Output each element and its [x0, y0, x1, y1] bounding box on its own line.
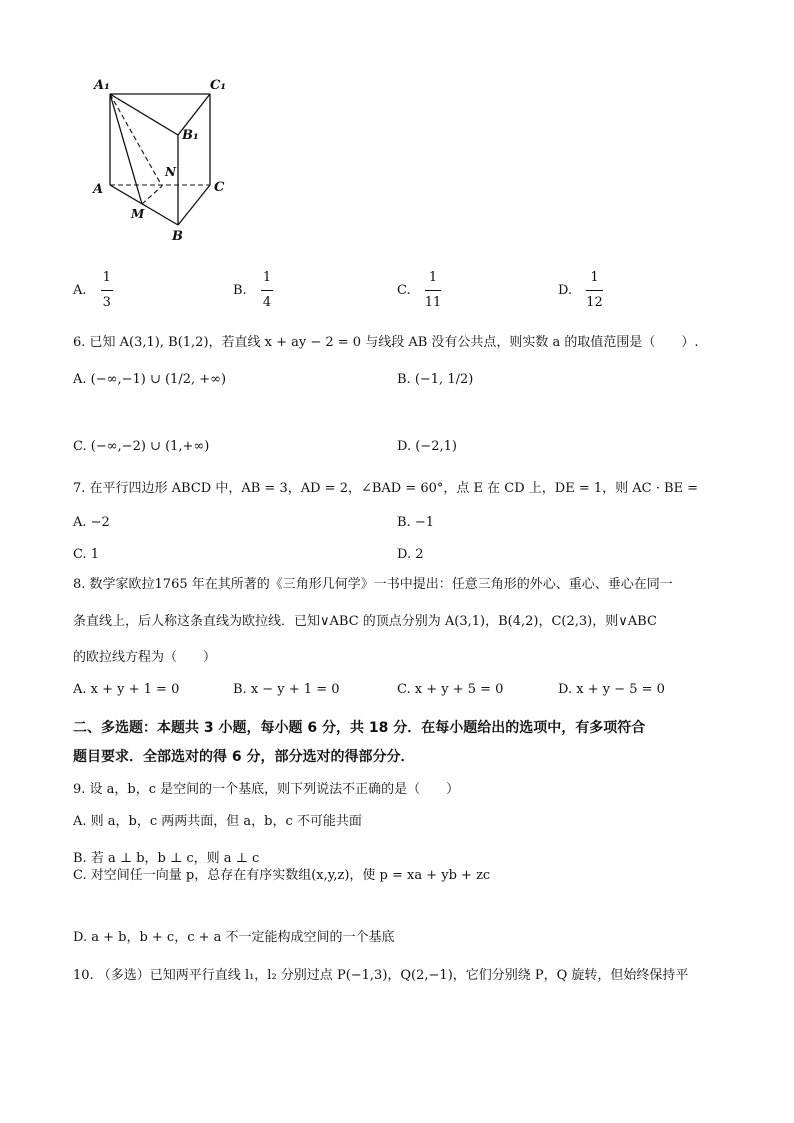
q9-stem: 9. 设 a，b，c 是空间的一个基底，则下列说法不正确的是（ ）	[73, 782, 460, 797]
q8-option-d[interactable]: D. x + y − 5 = 0	[558, 682, 665, 697]
label-a: A	[93, 182, 104, 197]
q7-option-a[interactable]: A. −2	[73, 515, 110, 530]
q9-option-d[interactable]: D. a + b，b + c，c + a 不一定能构成空间的一个基底	[73, 930, 395, 945]
section2-heading-cont: 题目要求．全部选对的得 6 分，部分选对的得部分分．	[73, 749, 415, 765]
prism-diagram	[88, 70, 238, 250]
q8-line3: 的欧拉线方程为（ ）	[73, 650, 217, 665]
fraction: $\frac{1}{11}$	[424, 270, 442, 310]
label-m: M	[131, 207, 145, 221]
prism-figure	[88, 70, 238, 250]
label-a1: A₁	[94, 78, 110, 93]
label-c: C	[214, 180, 225, 195]
fraction: $\frac{1}{4}$	[262, 270, 272, 310]
fraction: $\frac{1}{12}$	[586, 270, 603, 310]
q5-option-b[interactable]: B. $\frac{1}{4}$	[233, 268, 273, 313]
label-b1: B₁	[182, 128, 199, 143]
q10-stem: 10. （多选）已知两平行直线 l₁，l₂ 分别过点 P(−1,3)，Q(2,−1)，它们分别绕 P，Q 旋转，但始终保持平	[73, 968, 689, 983]
q7-option-c[interactable]: C. 1	[73, 547, 100, 562]
q8-option-b[interactable]: B. x − y + 1 = 0	[233, 682, 340, 697]
q9-option-c[interactable]: C. 对空间任一向量 p，总存在有序实数组(x,y,z)，使 p = xa + yb + zc	[73, 868, 491, 883]
q7-option-b[interactable]: B. −1	[397, 515, 434, 530]
label-b: B	[172, 229, 183, 244]
q8-option-a[interactable]: A. x + y + 1 = 0	[73, 682, 180, 697]
q6-option-d[interactable]: D. (−2,1)	[397, 439, 457, 454]
q8-line2: 条直线上，后人称这条直线为欧拉线．已知∨ABC 的顶点分别为 A(3,1)，B(4,2)，C(2,3)，则∨ABC	[73, 614, 657, 629]
label-n: N	[165, 165, 176, 179]
q9-option-b[interactable]: B. 若 a ⊥ b，b ⊥ c，则 a ⊥ c	[73, 851, 260, 866]
q6-option-a[interactable]: A. (−∞,−1) ∪ (1/2, +∞)	[73, 372, 227, 387]
q9-option-a[interactable]: A. 则 a，b，c 两两共面，但 a，b，c 不可能共面	[73, 814, 362, 829]
q8-option-c[interactable]: C. x + y + 5 = 0	[397, 682, 504, 697]
q7-option-d[interactable]: D. 2	[397, 547, 424, 562]
q7-stem: 7. 在平行四边形 ABCD 中，AB = 3，AD = 2，∠BAD = 60°，点 E 在 CD 上，DE = 1，则 AC · BE =	[73, 481, 699, 496]
q5-option-a[interactable]: A. $\frac{1}{3}$	[73, 268, 113, 313]
q6-stem: 6. 已知 A(3,1), B(1,2)，若直线 x + ay − 2 = 0 与线段 AB 没有公共点，则实数 a 的取值范围是（ ）.	[73, 335, 699, 350]
fraction: $\frac{1}{3}$	[102, 270, 111, 310]
q8-line1: 8. 数学家欧拉1765 年在其所著的《三角形几何学》一书中提出：任意三角形的外心、重心、垂心在同一	[73, 577, 673, 592]
q6-option-c[interactable]: C. (−∞,−2) ∪ (1,+∞)	[73, 439, 210, 454]
label-c1: C₁	[210, 78, 227, 93]
q5-option-d[interactable]: D. $\frac{1}{12}$	[558, 268, 603, 313]
q6-option-b[interactable]: B. (−1, 1/2)	[397, 372, 474, 387]
q5-option-c[interactable]: C. $\frac{1}{11}$	[397, 268, 441, 313]
section2-heading: 二、多选题：本题共 3 小题，每小题 6 分，共 18 分．在每小题给出的选项中，有多项符合	[73, 720, 646, 736]
